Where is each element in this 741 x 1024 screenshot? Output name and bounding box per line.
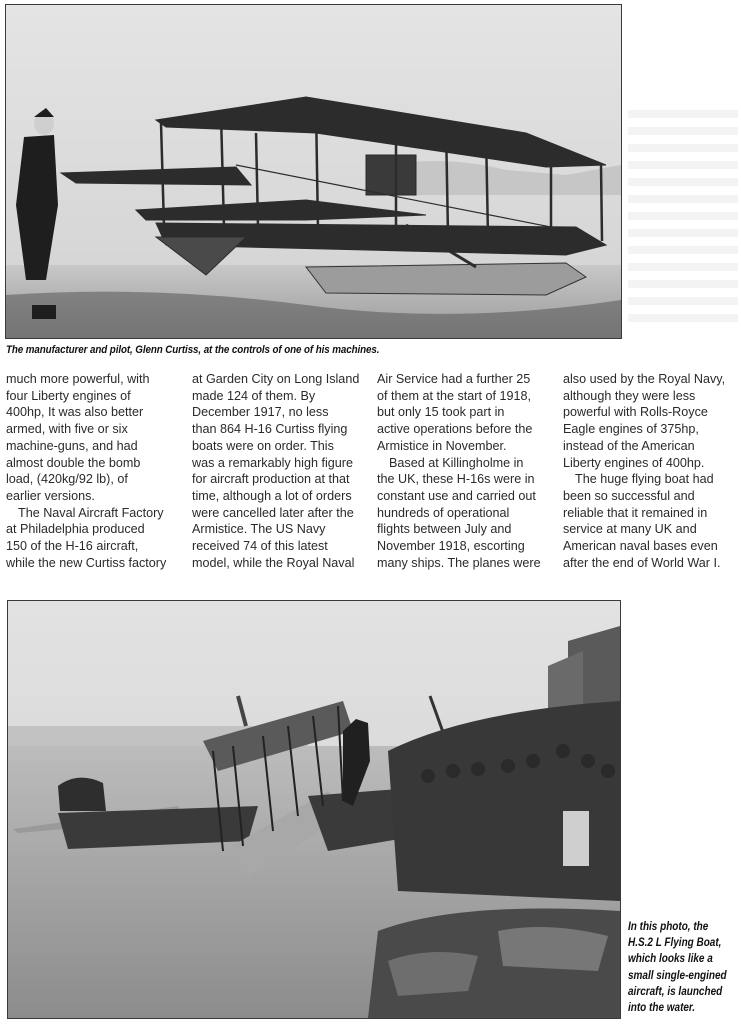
text-line: American naval bases even [563, 539, 718, 554]
text-line: constant use and carried out [377, 488, 536, 503]
text-line: machine-guns, and had [6, 438, 138, 453]
text-line: 400hp, It was also better [6, 405, 144, 420]
text-line: four Liberty engines of [6, 388, 131, 403]
rock [498, 927, 608, 971]
text-line: was a remarkably high figure [192, 455, 353, 470]
article-column-1 [6, 371, 191, 571]
text-line: but only 15 took part in [377, 405, 505, 420]
caption-line: small single-engined [628, 968, 727, 982]
paragraph [377, 371, 562, 455]
seaplane-photo-illustration [6, 5, 621, 338]
paragraph [563, 471, 741, 571]
text-line: armed, with five or six [6, 422, 128, 437]
text-line: active operations before the [377, 422, 533, 437]
article-column-3 [377, 371, 562, 571]
text-line: hundreds of operational [377, 505, 510, 520]
bleed-through-texture [628, 110, 738, 330]
text-line: earlier versions. [6, 488, 95, 503]
text-line: almost double the bomb [6, 455, 141, 470]
text-line: The Naval Aircraft Factory [18, 505, 164, 520]
text-line: at Garden City on Long Island [192, 372, 360, 386]
article-column-4 [563, 371, 741, 571]
text-line: Air Service had a further 25 [377, 372, 531, 386]
text-line: boats were on order. This [192, 438, 334, 453]
caption-line: into the water. [628, 1001, 696, 1015]
text-line: made 124 of them. By [192, 388, 316, 403]
text-line: Armistice in November. [377, 438, 507, 453]
flying-boat-photo-illustration [8, 601, 620, 1018]
bottom-photo-caption [628, 919, 731, 1016]
text-line: of them at the start of 1918, [377, 388, 532, 403]
rock [388, 952, 478, 996]
text-line: Liberty engines of 400hp. [563, 455, 705, 470]
text-line: also used by the Royal Navy, [563, 372, 726, 386]
photo-flying-boat-launch [7, 600, 621, 1019]
paragraph [6, 371, 191, 505]
text-line: although they were less [563, 388, 696, 403]
paragraph [563, 371, 741, 471]
text-line: November 1918, escorting [377, 539, 525, 554]
child-in-coat [563, 811, 589, 866]
text-line: were cancelled later after the [192, 505, 354, 520]
text-line: Armistice. The US Navy [192, 522, 326, 537]
caption-line: which looks like a [628, 952, 713, 966]
text-line: than 864 H-16 Curtiss flying [192, 422, 348, 437]
text-line: instead of the American [563, 438, 695, 453]
text-line: time, although a lot of orders [192, 488, 352, 503]
text-line: for aircraft production at that [192, 472, 350, 487]
text-line: model, while the Royal Naval [192, 555, 355, 570]
paragraph [192, 371, 377, 571]
text-line: while the new Curtiss factory [6, 555, 167, 570]
text-line: much more powerful, with [6, 372, 150, 386]
main-float [306, 263, 586, 295]
text-line: received 74 of this latest [192, 539, 328, 554]
paragraph [377, 455, 562, 572]
text-line: December 1917, no less [192, 405, 329, 420]
text-line: at Philadelphia produced [6, 522, 145, 537]
text-line: reliable that it remained in [563, 505, 708, 520]
text-line: powerful with Rolls-Royce [563, 405, 708, 420]
tail-fin [58, 778, 106, 811]
top-photo-caption: The manufacturer and pilot, Glenn Curtiss, at the controls of one of his machines. [6, 344, 380, 356]
text-line: Eagle engines of 375hp, [563, 422, 699, 437]
text-line: flights between July and [377, 522, 512, 537]
text-line: been so successful and [563, 488, 695, 503]
text-line: the UK, these H-16s were in [377, 472, 535, 487]
text-line: service at many UK and [563, 522, 697, 537]
text-line: load, (420kg/92 lb), of [6, 472, 128, 487]
photo-curtiss-seaplane [5, 4, 622, 339]
text-line: 150 of the H-16 aircraft, [6, 539, 139, 554]
text-line: after the end of World War I. [563, 555, 721, 570]
caption-line: In this photo, the [628, 920, 709, 933]
caption-line: aircraft, is launched [628, 984, 723, 998]
engine [366, 155, 416, 195]
article-column-2 [192, 371, 377, 571]
caption-line: H.S.2 L Flying Boat, [628, 936, 722, 950]
paragraph [6, 505, 191, 572]
text-line: many ships. The planes were [377, 555, 541, 570]
text-line: The huge flying boat had [575, 472, 714, 487]
text-line: Based at Killingholme in [389, 455, 524, 470]
